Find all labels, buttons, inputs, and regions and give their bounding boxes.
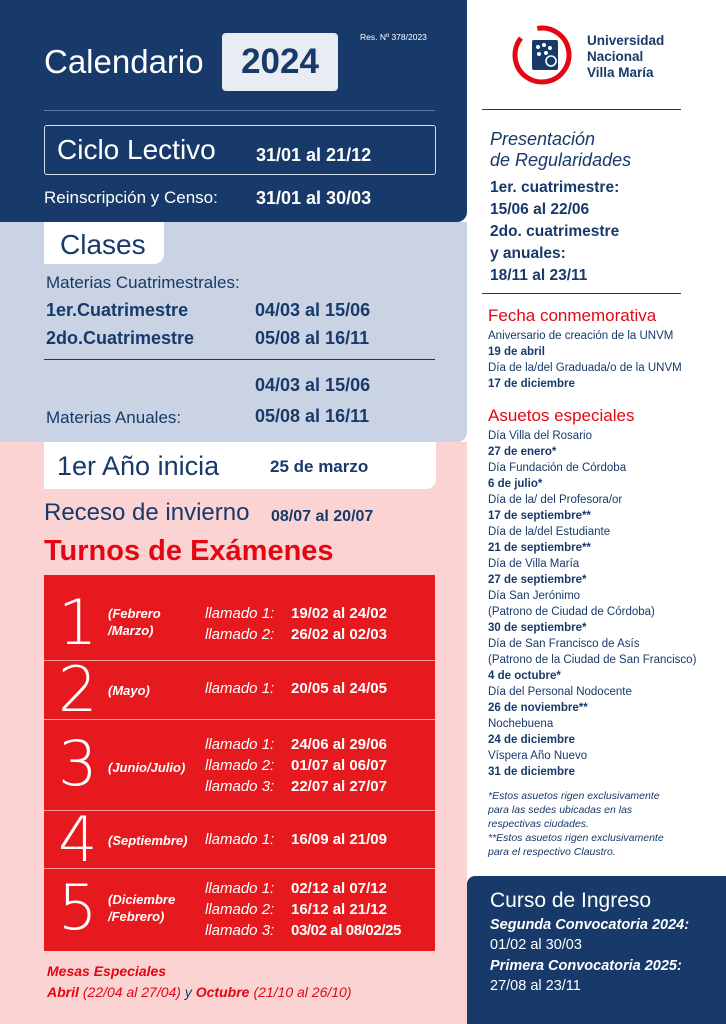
mesas-especiales-title: Mesas Especiales [47, 963, 167, 979]
ciclo-lectivo-range: 31/01 al 21/12 [256, 145, 372, 165]
examenes-table [44, 575, 435, 951]
asueto-date: 17 de septiembre** [488, 510, 591, 522]
primer-anio-box [44, 442, 436, 489]
asueto-name: Día Villa del Rosario [488, 430, 592, 442]
turno-number: 3 [58, 727, 98, 800]
mesas-abril-range: (22/04 al 27/04) [82, 984, 181, 1000]
asuetos-list [488, 428, 696, 780]
turno-month: (Diciembre [108, 892, 176, 907]
page-title: Calendario [44, 43, 204, 80]
university-name-line: Villa María [587, 65, 654, 80]
conmemorativa-date: 17 de diciembre [488, 378, 575, 390]
divider [44, 110, 435, 111]
asueto-date: 4 de octubre* [488, 670, 561, 682]
receso-range: 08/07 al 20/07 [271, 508, 374, 525]
asuetos-notes [488, 789, 664, 859]
university-name [587, 33, 664, 81]
ingreso-title: Curso de Ingreso [490, 889, 652, 912]
regularidades-segundo-range: 18/11 al 23/11 [490, 267, 588, 284]
asueto-name: (Patrono de la Ciudad de San Francisco) [488, 654, 697, 666]
year-label: 2024 [241, 42, 319, 81]
asueto-date: 6 de julio* [488, 478, 543, 490]
llamado-label: llamado 3: [205, 922, 275, 939]
divider [482, 293, 681, 294]
regularidades-title: de Regularidades [490, 150, 632, 170]
reinscripcion-range: 31/01 al 30/03 [256, 188, 372, 208]
primer-cuatrimestre-range: 04/03 al 15/06 [255, 300, 371, 320]
llamado-range: 24/06 al 29/06 [291, 736, 387, 753]
mesas-octubre-range: (21/10 al 26/10) [253, 984, 352, 1000]
llamado-range: 22/07 al 27/07 [291, 778, 387, 795]
conmemorativa-date: 19 de abril [488, 346, 545, 358]
asueto-name: Día del Personal Nodocente [488, 686, 632, 698]
llamado-label: llamado 1: [205, 880, 275, 897]
asueto-name: (Patrono de Ciudad de Córdoba) [488, 606, 655, 618]
asueto-date: 27 de enero* [488, 446, 557, 458]
turno-month: (Febrero [108, 606, 161, 621]
curso-ingreso-panel [467, 876, 726, 1024]
llamado-label: llamado 3: [205, 778, 275, 795]
receso-label: Receso de invierno [44, 499, 250, 526]
row-divider [44, 660, 435, 661]
regularidades-segundo: 2do. cuatrimestre [490, 223, 620, 240]
anuales-range-2: 05/08 al 16/11 [255, 406, 370, 426]
year-badge [222, 33, 338, 91]
llamado-label: llamado 2: [205, 626, 275, 643]
ingreso-segunda-label: Segunda Convocatoria 2024: [490, 917, 690, 933]
university-name-line: Nacional [587, 49, 644, 64]
ingreso-segunda-range: 01/02 al 30/03 [490, 937, 582, 953]
turno-month: /Febrero) [108, 909, 165, 924]
primer-cuatrimestre-label: 1er.Cuatrimestre [46, 300, 189, 320]
segundo-cuatrimestre-label: 2do.Cuatrimestre [46, 328, 195, 348]
asueto-name: Día de la/ del Profesora/or [488, 494, 623, 506]
asueto-date: 27 de septiembre* [488, 574, 587, 586]
llamado-label: llamado 1: [205, 605, 275, 622]
llamado-label: llamado 1: [205, 831, 275, 848]
examenes-title: Turnos de Exámenes [44, 535, 334, 567]
mesas-abril: Abril [47, 984, 79, 1000]
turno-number: 2 [58, 653, 98, 726]
segundo-cuatrimestre-range: 05/08 al 16/11 [255, 328, 370, 348]
turno-number: 1 [58, 586, 98, 659]
regularidades-primer-range: 15/06 al 22/06 [490, 201, 590, 218]
asueto-name: Día de la/del Estudiante [488, 526, 611, 538]
asueto-date: 30 de septiembre* [488, 622, 587, 634]
divider [44, 359, 435, 360]
turno-month: (Junio/Julio) [108, 760, 186, 775]
divider [482, 109, 681, 110]
llamado-range: 20/05 al 24/05 [291, 680, 387, 697]
row-divider [44, 868, 435, 869]
asuetos-title: Asuetos especiales [488, 406, 635, 425]
ingreso-primera-label: Primera Convocatoria 2025: [490, 958, 682, 974]
asueto-name: Día de San Francisco de Asís [488, 638, 640, 650]
asueto-date: 24 de diciembre [488, 734, 575, 746]
conmemorativa-name: Aniversario de creación de la UNVM [488, 330, 674, 342]
row-divider [44, 810, 435, 811]
asuetos-note: para el respectivo Claustro. [488, 846, 616, 858]
conmemorativa-list [488, 328, 682, 392]
cuatrimestrales-label: Materias Cuatrimestrales: [46, 273, 240, 292]
university-logo [510, 24, 576, 86]
llamado-range: 19/02 al 24/02 [291, 605, 387, 622]
anuales-label: Materias Anuales: [46, 408, 182, 427]
turno-month: (Mayo) [108, 683, 150, 698]
turno-number: 5 [58, 871, 98, 944]
ciclo-lectivo-label: Ciclo Lectivo [57, 134, 216, 165]
llamado-range: 16/09 al 21/09 [291, 831, 387, 848]
llamado-range: 03/02 al 08/02/25 [291, 922, 401, 939]
university-logo-icon [510, 24, 576, 86]
row-divider [44, 719, 435, 720]
asuetos-note: *Estos asuetos rigen exclusivamente [488, 790, 660, 802]
llamado-range: 26/02 al 02/03 [291, 626, 387, 643]
asuetos-note: **Estos asuetos rigen exclusivamente [488, 832, 664, 844]
clases-tab [44, 222, 164, 264]
mesas-connector: y [180, 984, 196, 1000]
llamado-label: llamado 1: [205, 736, 275, 753]
llamado-label: llamado 2: [205, 901, 275, 918]
turno-month: (Septiembre) [108, 833, 188, 848]
asuetos-note: para las sedes ubicadas en las [488, 804, 633, 816]
primer-anio-label: 1er Año inicia [57, 451, 220, 481]
asueto-name: Día de Villa María [488, 558, 580, 570]
llamado-label: llamado 1: [205, 680, 275, 697]
asueto-name: Día San Jerónimo [488, 590, 581, 602]
ingreso-primera-range: 27/08 al 23/11 [490, 978, 581, 994]
mesas-octubre: Octubre [195, 984, 250, 1000]
asueto-name: Nochebuena [488, 718, 554, 730]
turno-number: 4 [58, 803, 98, 876]
reinscripcion-label: Reinscripción y Censo: [44, 188, 218, 207]
asueto-date: 21 de septiembre** [488, 542, 591, 554]
regularidades-primer: 1er. cuatrimestre: [490, 179, 620, 196]
anuales-range-1: 04/03 al 15/06 [255, 375, 371, 395]
llamado-range: 16/12 al 21/12 [291, 901, 387, 918]
asueto-name: Víspera Año Nuevo [488, 750, 588, 762]
asuetos-note: respectivas ciudades. [488, 818, 589, 830]
conmemorativa-title: Fecha conmemorativa [488, 306, 657, 325]
clases-label: Clases [60, 229, 146, 260]
university-name-line: Universidad [587, 33, 665, 48]
mesas-especiales-detail [47, 983, 352, 1001]
asueto-date: 31 de diciembre [488, 766, 575, 778]
resolution-number: Res. Nº 378/2023 [360, 32, 427, 42]
turno-month: /Marzo) [108, 623, 154, 638]
llamado-range: 02/12 al 07/12 [291, 880, 387, 897]
llamado-label: llamado 2: [205, 757, 275, 774]
regularidades-title: Presentación [490, 129, 596, 149]
llamado-range: 01/07 al 06/07 [291, 757, 387, 774]
asueto-name: Día Fundación de Córdoba [488, 462, 627, 474]
regularidades-segundo: y anuales: [490, 245, 566, 262]
conmemorativa-name: Día de la/del Graduada/o de la UNVM [488, 362, 682, 374]
asueto-date: 26 de noviembre** [488, 702, 588, 714]
primer-anio-date: 25 de marzo [270, 457, 369, 476]
